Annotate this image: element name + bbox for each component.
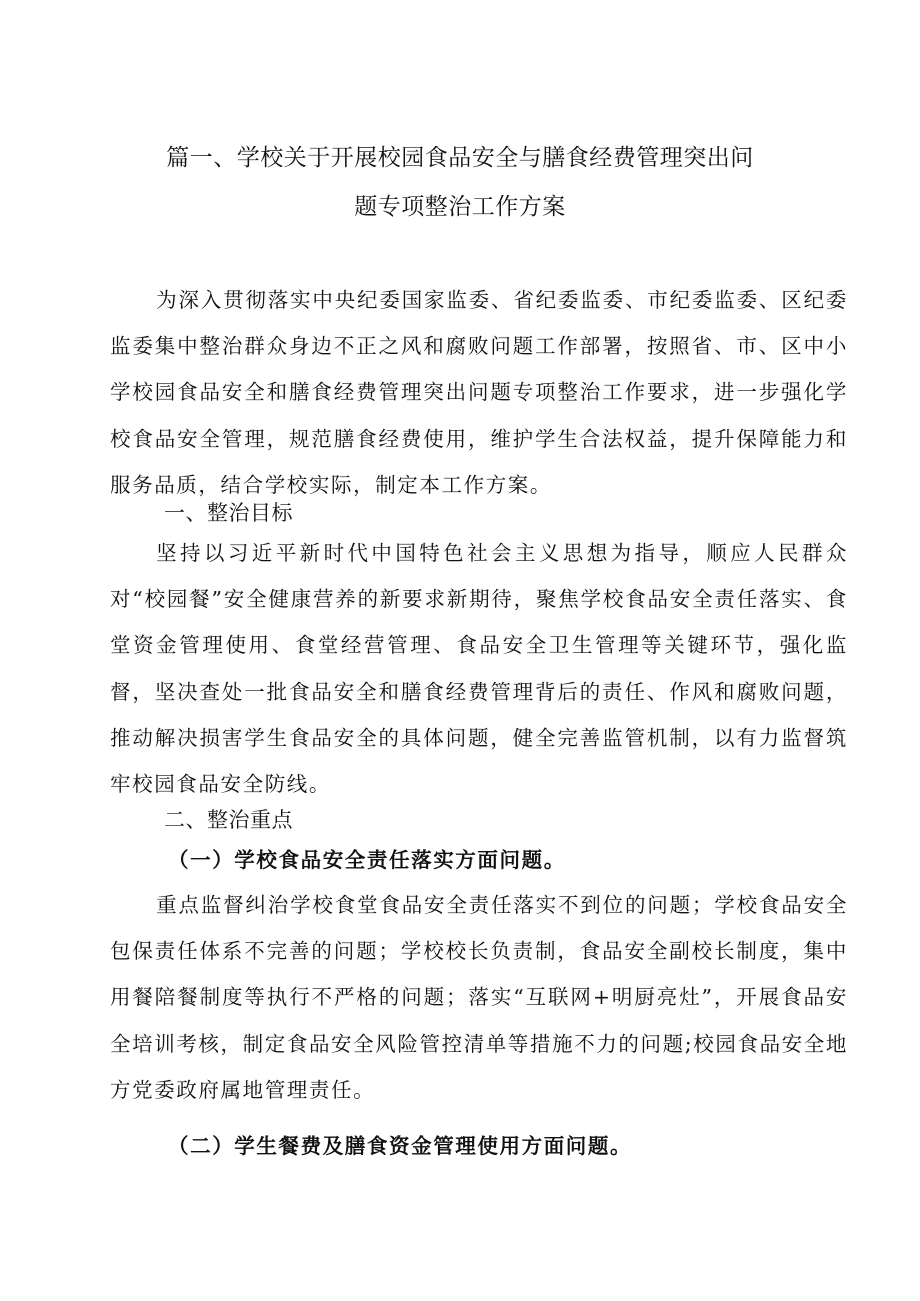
document-title-line-2: 题专项整治工作方案 bbox=[354, 194, 566, 220]
section-heading-goals: 一、整治目标 bbox=[164, 501, 293, 525]
intro-paragraph: 为深入贯彻落实中央纪委国家监委、省纪委监委、市纪委监委、区纪委监委集中整治群众身边不正之风和腐败问题工作部署，按照省、市、区中小学校园食品安全和膳食经费管理突出问题专项整治工作要求，进一步强化学校食品安全管理，规范膳食经费使用，维护学生合法权益，提升保障能力和服务品质，结合学校实际，制定本工作方案。 bbox=[110, 288, 848, 497]
subsection-heading-safety-responsibility: （一）学校食品安全责任落实方面问题。 bbox=[168, 848, 566, 872]
subsection-safety-responsibility-paragraph: 重点监督纠治学校食堂食品安全责任落实不到位的问题；学校食品安全包保责任体系不完善的问题；学校校长负责制，食品安全副校长制度，集中用餐陪餐制度等执行不严格的问题；落实“互联网+明厨亮灶”，开展食品安全培训考核，制定食品安全风险管控清单等措施不力的问题;校园食品安全地方党委政府属地管理责任。 bbox=[110, 893, 848, 1102]
subsection-heading-meal-funds: （二）学生餐费及膳食资金管理使用方面问题。 bbox=[168, 1134, 633, 1158]
section-heading-focus: 二、整治重点 bbox=[164, 808, 293, 832]
section-goals-paragraph: 坚持以习近平新时代中国特色社会主义思想为指导，顺应人民群众对“校园餐”安全健康营养的新要求新期待，聚焦学校食品安全责任落实、食堂资金管理使用、食堂经营管理、食品安全卫生管理等关键环节，强化监督，坚决查处一批食品安全和膳食经费管理背后的责任、作风和腐败问题，推动解决损害学生食品安全的具体问题，健全完善监管机制，以有力监督筑牢校园食品安全防线。 bbox=[110, 541, 848, 797]
document-title-line-1: 篇一、学校关于开展校园食品安全与膳食经费管理突出问 bbox=[166, 145, 754, 171]
